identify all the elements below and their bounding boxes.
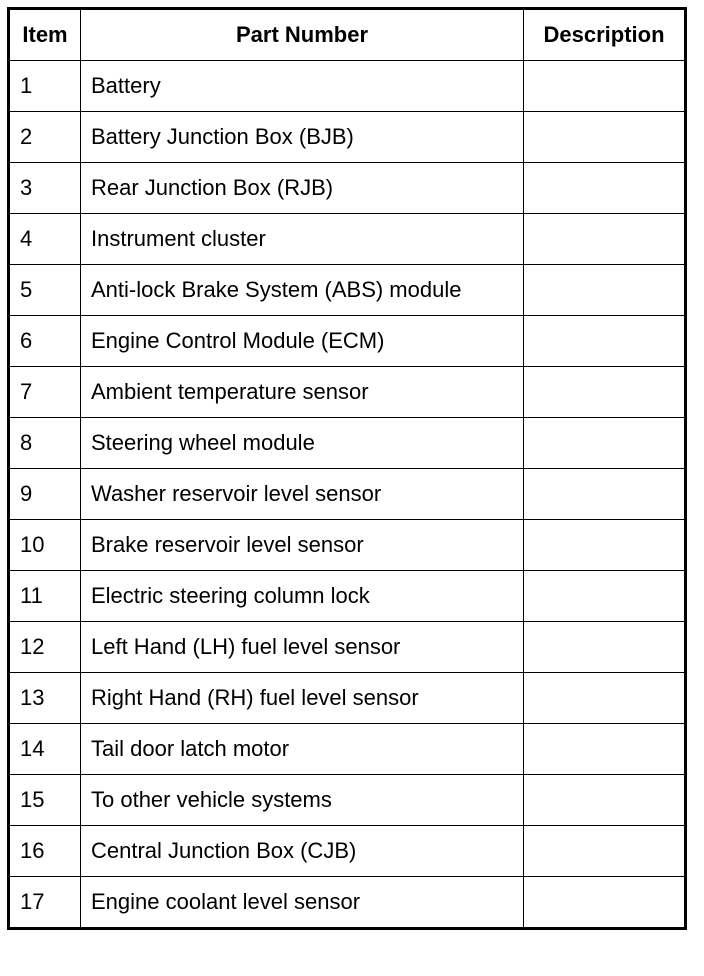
header-item: Item (9, 9, 81, 61)
table-row (9, 622, 686, 673)
item-cell: 2 (9, 112, 81, 163)
part-number-cell: Rear Junction Box (RJB) (81, 163, 524, 214)
part-number-cell: Instrument cluster (81, 214, 524, 265)
part-number-cell: Steering wheel module (81, 418, 524, 469)
table-row (9, 214, 686, 265)
item-cell: 12 (9, 622, 81, 673)
table-row (9, 724, 686, 775)
item-cell: 14 (9, 724, 81, 775)
description-cell (524, 418, 686, 469)
item-cell: 1 (9, 61, 81, 112)
item-cell: 13 (9, 673, 81, 724)
part-number-cell: Left Hand (LH) fuel level sensor (81, 622, 524, 673)
description-cell (524, 622, 686, 673)
table-row (9, 775, 686, 826)
part-number-cell: Engine coolant level sensor (81, 877, 524, 929)
part-number-cell: Anti-lock Brake System (ABS) module (81, 265, 524, 316)
table-row (9, 418, 686, 469)
table-row (9, 826, 686, 877)
part-number-cell: Central Junction Box (CJB) (81, 826, 524, 877)
header-part-number: Part Number (81, 9, 524, 61)
table-row (9, 877, 686, 929)
description-cell (524, 61, 686, 112)
table-row (9, 571, 686, 622)
parts-table (7, 7, 687, 930)
item-cell: 4 (9, 214, 81, 265)
description-cell (524, 214, 686, 265)
table-row (9, 673, 686, 724)
table-row (9, 112, 686, 163)
part-number-cell: To other vehicle systems (81, 775, 524, 826)
header-description: Description (524, 9, 686, 61)
item-cell: 17 (9, 877, 81, 929)
item-cell: 9 (9, 469, 81, 520)
description-cell (524, 775, 686, 826)
part-number-cell: Tail door latch motor (81, 724, 524, 775)
table-row (9, 520, 686, 571)
table-row (9, 316, 686, 367)
item-cell: 16 (9, 826, 81, 877)
description-cell (524, 673, 686, 724)
table-row (9, 469, 686, 520)
part-number-cell: Ambient temperature sensor (81, 367, 524, 418)
table-row (9, 163, 686, 214)
description-cell (524, 265, 686, 316)
item-cell: 5 (9, 265, 81, 316)
part-number-cell: Right Hand (RH) fuel level sensor (81, 673, 524, 724)
description-cell (524, 520, 686, 571)
table-row (9, 61, 686, 112)
item-cell: 10 (9, 520, 81, 571)
part-number-cell: Engine Control Module (ECM) (81, 316, 524, 367)
item-cell: 15 (9, 775, 81, 826)
description-cell (524, 163, 686, 214)
item-cell: 3 (9, 163, 81, 214)
description-cell (524, 367, 686, 418)
description-cell (524, 112, 686, 163)
item-cell: 8 (9, 418, 81, 469)
item-cell: 6 (9, 316, 81, 367)
part-number-cell: Battery (81, 61, 524, 112)
description-cell (524, 469, 686, 520)
part-number-cell: Washer reservoir level sensor (81, 469, 524, 520)
description-cell (524, 316, 686, 367)
part-number-cell: Battery Junction Box (BJB) (81, 112, 524, 163)
description-cell (524, 724, 686, 775)
part-number-cell: Electric steering column lock (81, 571, 524, 622)
item-cell: 7 (9, 367, 81, 418)
table-header-row (9, 9, 686, 61)
part-number-cell: Brake reservoir level sensor (81, 520, 524, 571)
description-cell (524, 877, 686, 929)
description-cell (524, 571, 686, 622)
table-row (9, 367, 686, 418)
item-cell: 11 (9, 571, 81, 622)
table-row (9, 265, 686, 316)
description-cell (524, 826, 686, 877)
table-body (9, 61, 686, 929)
